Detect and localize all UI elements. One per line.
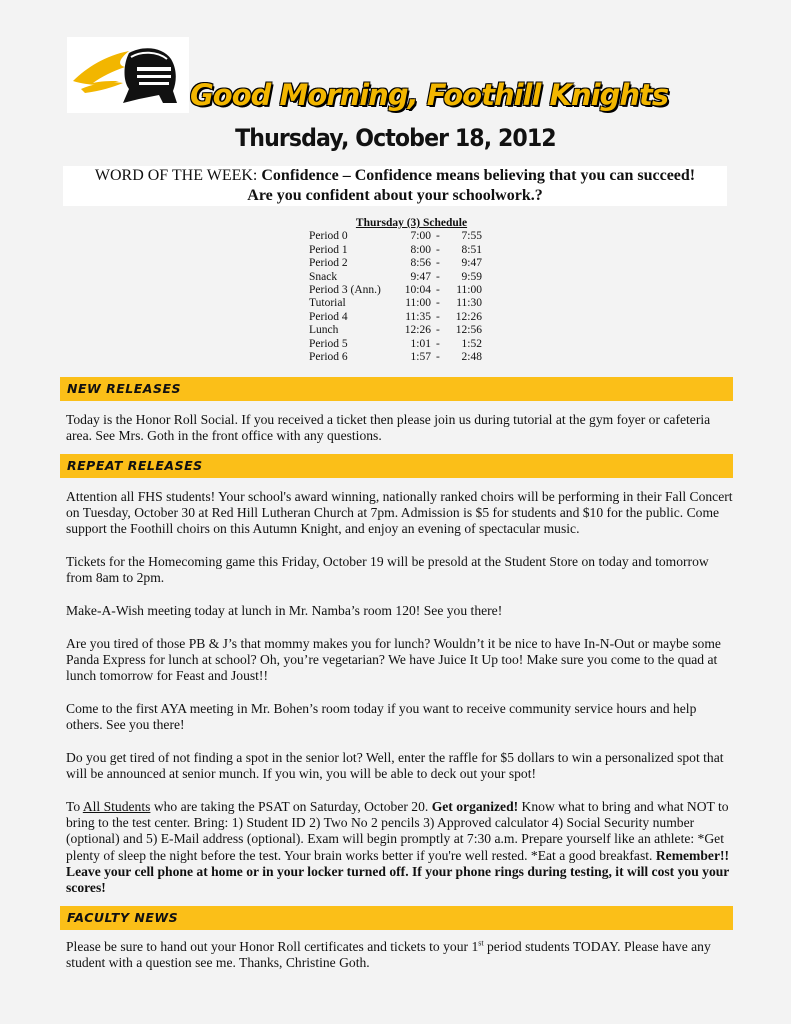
dash: - <box>436 270 440 283</box>
start-time: 11:00 <box>405 297 431 310</box>
dash: - <box>436 350 440 363</box>
psat-paragraph <box>66 799 734 896</box>
schedule-row <box>309 230 484 243</box>
announcement-paragraph: Attention all FHS students! Your school's award winning, nationally ranked choirs will be performing in their Fall Concert on Tuesday, October 30 at Red Hill Lutheran Church at 7pm. Admission is $5 for students and $10 for the public. Come support the Foothill choirs on this Autumn Knight, and enjoy an evening of spectacular music. <box>66 489 733 537</box>
period-name: Snack <box>309 270 338 283</box>
end-time: 9:59 <box>461 270 482 283</box>
dash: - <box>436 297 440 310</box>
announcement-paragraph: Are you tired of those PB & J’s that mommy makes you for lunch? Wouldn’t it be nice to have In-N-Out or maybe some Panda Express for lunch at school? Oh, you’re vegetarian? We have Juice It Up too! Make sure you come to the quad at lunch tomorrow for Feast and Joust!! <box>66 636 721 684</box>
start-time: 11:35 <box>405 310 431 323</box>
page-date: Thursday, October 18, 2012 <box>235 124 556 152</box>
section-header-repeat-releases: REPEAT RELEASES <box>60 454 733 478</box>
announcement-paragraph: Do you get tired of not finding a spot in the senior lot? Well, enter the raffle for $5 dollars to win a personalized spot that will be announced at senior munch. If you win, you will be able to deck out your spot! <box>66 750 724 782</box>
period-name: Period 2 <box>309 257 348 270</box>
section-header-new-releases: NEW RELEASES <box>60 377 733 401</box>
dash: - <box>436 257 440 270</box>
end-time: 12:56 <box>455 324 482 337</box>
schedule-row <box>309 324 484 337</box>
psat-get-organized: Get organized! <box>431 799 519 814</box>
end-time: 9:47 <box>461 257 482 270</box>
section-header-faculty-news: FACULTY NEWS <box>60 906 733 930</box>
faculty-text: Please be sure to hand out your Honor Roll certificates and tickets to your 1 <box>66 939 479 954</box>
psat-text: who are taking the PSAT on Saturday, October 20. <box>150 799 432 814</box>
announcement-paragraph: Make-A-Wish meeting today at lunch in Mr. Namba’s room 120! See you there! <box>66 603 503 618</box>
schedule-row <box>309 271 484 284</box>
schedule-row <box>309 244 484 257</box>
wow-label: WORD OF THE WEEK: <box>94 167 258 184</box>
end-time: 11:00 <box>456 283 482 296</box>
psat-text: To <box>66 799 83 814</box>
announcement-paragraph: Tickets for the Homecoming game this Friday, October 19 will be presold at the Student Store on today and tomorrow from 8am to 2pm. <box>66 554 709 586</box>
period-name: Period 6 <box>309 350 348 363</box>
knight-logo <box>67 37 189 113</box>
period-name: Period 1 <box>309 243 348 256</box>
dash: - <box>436 243 440 256</box>
knight-helmet-icon <box>67 37 189 113</box>
period-name: Period 0 <box>309 230 348 243</box>
wow-text: Confidence – Confidence means believing that you can succeed! <box>261 167 696 184</box>
start-time: 8:00 <box>410 243 431 256</box>
dash: - <box>436 283 440 296</box>
schedule-row <box>309 351 484 364</box>
announcement-paragraph: Come to the first AYA meeting in Mr. Bohen’s room today if you want to receive community service hours and help others. See you there! <box>66 701 697 733</box>
start-time: 9:47 <box>410 270 431 283</box>
end-time: 1:52 <box>461 337 482 350</box>
end-time: 7:55 <box>461 230 482 243</box>
period-name: Period 3 (Ann.) <box>309 283 381 296</box>
wow-question: Are you confident about your schoolwork.? <box>247 187 543 204</box>
faculty-sup: st <box>478 938 484 948</box>
end-time: 11:30 <box>456 297 482 310</box>
new-releases-paragraph: Today is the Honor Roll Social. If you received a ticket then please join us during tutorial at the gym foyer or cafeteria area. See Mrs. Goth in the front office with any questions. <box>66 412 711 444</box>
schedule-row <box>309 297 484 310</box>
end-time: 12:26 <box>455 310 482 323</box>
faculty-text: period students TODAY. Please have any student with a question see me. Thanks, Christine Goth. <box>66 939 711 971</box>
start-time: 7:00 <box>410 230 431 243</box>
psat-remember: Remember!! Leave your cell phone at home or in your locker turned off. If your phone rings during testing, it will cost you your scores! <box>66 847 730 896</box>
psat-all-students: All Students <box>82 799 151 814</box>
schedule-row <box>309 257 484 270</box>
dash: - <box>436 324 440 337</box>
end-time: 2:48 <box>461 350 482 363</box>
word-of-the-week <box>63 166 727 206</box>
start-time: 12:26 <box>404 324 431 337</box>
period-name: Lunch <box>309 324 339 337</box>
dash: - <box>436 337 440 350</box>
period-name: Period 5 <box>309 337 348 350</box>
dash: - <box>436 310 440 323</box>
psat-text: Know what to bring and what NOT to bring to the test center. Bring: 1) Student ID 2) Two No 2 pencils 3) Approved calculator 4) Social Security number (optional) and 5) E-Mail address (optional). Exam will begin promptly at 7:30 a.m. Prepare yourself like an athlete: *Get plenty of sleep the night before the test. Your brain works better if you're well rested. *Eat a good breakfast. <box>66 799 729 863</box>
dash: - <box>436 230 440 243</box>
period-name: Period 4 <box>309 310 348 323</box>
bell-schedule <box>309 217 484 364</box>
schedule-row <box>309 338 484 351</box>
start-time: 1:01 <box>410 337 431 350</box>
faculty-news-paragraph <box>66 939 734 971</box>
schedule-row <box>309 284 484 297</box>
start-time: 1:57 <box>410 350 431 363</box>
period-name: Tutorial <box>309 297 346 310</box>
schedule-row <box>309 311 484 324</box>
start-time: 10:04 <box>404 283 431 296</box>
start-time: 8:56 <box>410 257 431 270</box>
schedule-title: Thursday (3) Schedule <box>355 217 468 229</box>
end-time: 8:51 <box>461 243 482 256</box>
page-title: Good Morning, Foothill Knights <box>190 78 669 112</box>
